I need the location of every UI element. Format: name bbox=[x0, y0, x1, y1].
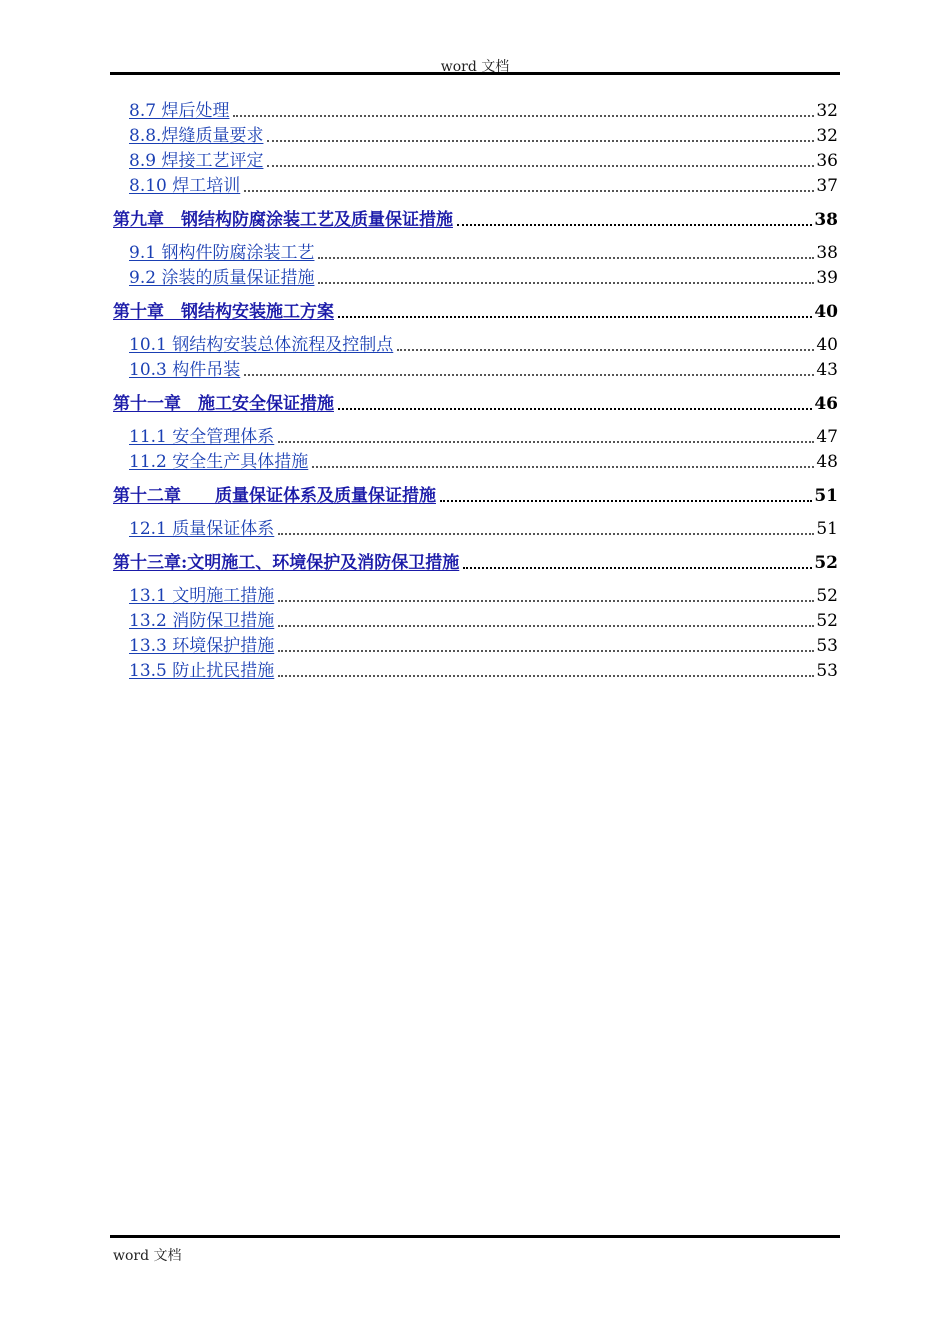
toc-section-entry[interactable] bbox=[113, 606, 838, 631]
toc-page-number: 52 bbox=[814, 553, 838, 573]
dot-leader bbox=[233, 111, 814, 117]
toc-entry-link[interactable]: 9.2 涂装的质量保证措施 bbox=[129, 268, 315, 288]
toc-page-number: 32 bbox=[816, 126, 838, 146]
toc-page-number: 53 bbox=[816, 636, 838, 656]
table-of-contents bbox=[113, 96, 838, 681]
toc-chapter-entry[interactable] bbox=[113, 204, 838, 230]
toc-section-entry[interactable] bbox=[113, 330, 838, 355]
toc-entry-link[interactable]: 第十三章:文明施工、环境保护及消防保卫措施 bbox=[113, 553, 460, 573]
dot-leader bbox=[440, 496, 812, 502]
toc-page-number: 40 bbox=[816, 335, 838, 355]
toc-section-entry[interactable] bbox=[113, 96, 838, 121]
toc-entry-link[interactable]: 8.7 焊后处理 bbox=[129, 101, 230, 121]
toc-entry-link[interactable]: 13.2 消防保卫措施 bbox=[129, 611, 275, 631]
dot-leader bbox=[278, 621, 814, 627]
toc-chapter-entry[interactable] bbox=[113, 388, 838, 414]
toc-page-number: 39 bbox=[816, 268, 838, 288]
dot-leader bbox=[278, 529, 814, 535]
dot-leader bbox=[244, 186, 814, 192]
toc-entry-link[interactable]: 10.3 构件吊装 bbox=[129, 360, 241, 380]
toc-entry-link[interactable]: 8.9 焊接工艺评定 bbox=[129, 151, 264, 171]
toc-page-number: 38 bbox=[816, 243, 838, 263]
toc-entry-link[interactable]: 8.8.焊缝质量要求 bbox=[129, 126, 264, 146]
toc-page-number: 51 bbox=[816, 519, 838, 539]
dot-leader bbox=[267, 136, 814, 142]
toc-section-entry[interactable] bbox=[113, 447, 838, 472]
dot-leader bbox=[457, 220, 812, 226]
toc-section-entry[interactable] bbox=[113, 514, 838, 539]
toc-section-entry[interactable] bbox=[113, 146, 838, 171]
toc-entry-link[interactable]: 13.1 文明施工措施 bbox=[129, 586, 275, 606]
toc-entry-link[interactable]: 8.10 焊工培训 bbox=[129, 176, 241, 196]
dot-leader bbox=[338, 312, 812, 318]
page-footer-title: word 文档 bbox=[113, 1248, 182, 1264]
toc-page-number: 53 bbox=[816, 661, 838, 681]
toc-page-number: 40 bbox=[814, 302, 838, 322]
toc-page-number: 52 bbox=[816, 586, 838, 606]
dot-leader bbox=[244, 370, 814, 376]
header-rule bbox=[110, 72, 840, 75]
toc-entry-link[interactable]: 13.5 防止扰民措施 bbox=[129, 661, 275, 681]
footer-rule bbox=[110, 1235, 840, 1238]
toc-page-number: 52 bbox=[816, 611, 838, 631]
toc-chapter-entry[interactable] bbox=[113, 296, 838, 322]
toc-page-number: 32 bbox=[816, 101, 838, 121]
toc-page-number: 51 bbox=[814, 486, 838, 506]
dot-leader bbox=[463, 563, 812, 569]
toc-section-entry[interactable] bbox=[113, 355, 838, 380]
toc-entry-link[interactable]: 第十章 钢结构安装施工方案 bbox=[113, 302, 334, 322]
toc-entry-link[interactable]: 第九章 钢结构防腐涂装工艺及质量保证措施 bbox=[113, 210, 453, 230]
toc-page-number: 48 bbox=[816, 452, 838, 472]
dot-leader bbox=[278, 671, 814, 677]
toc-section-entry[interactable] bbox=[113, 422, 838, 447]
dot-leader bbox=[318, 278, 814, 284]
dot-leader bbox=[267, 161, 814, 167]
toc-page-number: 38 bbox=[814, 210, 838, 230]
page-header-title: word 文档 bbox=[440, 59, 510, 75]
dot-leader bbox=[318, 253, 814, 259]
toc-entry-link[interactable]: 11.2 安全生产具体措施 bbox=[129, 452, 309, 472]
dot-leader bbox=[397, 345, 814, 351]
toc-section-entry[interactable] bbox=[113, 581, 838, 606]
toc-page-number: 46 bbox=[814, 394, 838, 414]
toc-page-number: 47 bbox=[816, 427, 838, 447]
toc-page-number: 37 bbox=[816, 176, 838, 196]
toc-section-entry[interactable] bbox=[113, 121, 838, 146]
toc-entry-link[interactable]: 9.1 钢构件防腐涂装工艺 bbox=[129, 243, 315, 263]
toc-entry-link[interactable]: 10.1 钢结构安装总体流程及控制点 bbox=[129, 335, 394, 355]
toc-chapter-entry[interactable] bbox=[113, 547, 838, 573]
dot-leader bbox=[312, 462, 814, 468]
toc-section-entry[interactable] bbox=[113, 238, 838, 263]
toc-section-entry[interactable] bbox=[113, 631, 838, 656]
dot-leader bbox=[278, 596, 814, 602]
toc-entry-link[interactable]: 第十一章 施工安全保证措施 bbox=[113, 394, 334, 414]
toc-section-entry[interactable] bbox=[113, 171, 838, 196]
dot-leader bbox=[278, 646, 814, 652]
toc-entry-link[interactable]: 第十二章 质量保证体系及质量保证措施 bbox=[113, 486, 436, 506]
toc-entry-link[interactable]: 11.1 安全管理体系 bbox=[129, 427, 275, 447]
toc-section-entry[interactable] bbox=[113, 656, 838, 681]
toc-chapter-entry[interactable] bbox=[113, 480, 838, 506]
toc-page-number: 36 bbox=[816, 151, 838, 171]
toc-entry-link[interactable]: 13.3 环境保护措施 bbox=[129, 636, 275, 656]
toc-entry-link[interactable]: 12.1 质量保证体系 bbox=[129, 519, 275, 539]
dot-leader bbox=[338, 404, 812, 410]
toc-page-number: 43 bbox=[816, 360, 838, 380]
dot-leader bbox=[278, 437, 814, 443]
toc-section-entry[interactable] bbox=[113, 263, 838, 288]
